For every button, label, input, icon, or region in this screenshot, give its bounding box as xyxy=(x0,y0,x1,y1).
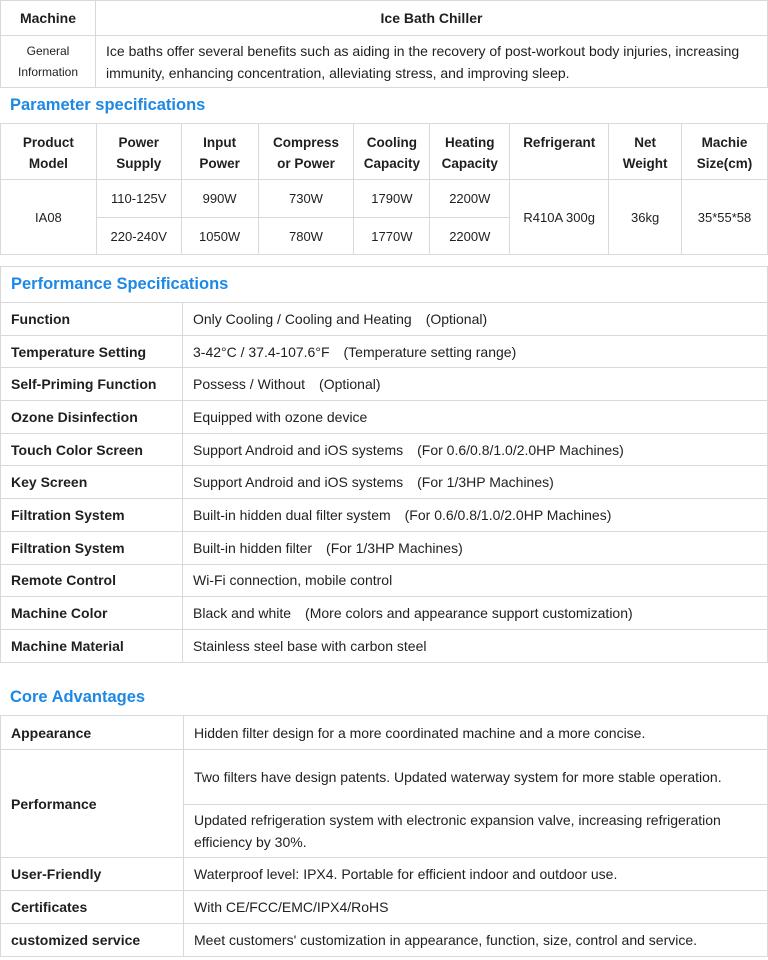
machine-table xyxy=(0,0,768,88)
header-product-model xyxy=(1,124,97,180)
performance-row xyxy=(1,629,768,662)
performance-row xyxy=(1,597,768,630)
performance-value: Possess / Without (Optional) xyxy=(183,368,768,401)
performance-value: Built-in hidden dual filter system (For 0.6/0.8/1.0/2.0HP Machines) xyxy=(183,499,768,532)
header-text: Capacity xyxy=(441,156,498,171)
header-text: Refrigerant xyxy=(523,135,596,150)
performance-value: Support Android and iOS systems (For 0.6/0.8/1.0/2.0HP Machines) xyxy=(183,433,768,466)
compressor-power-cell: 780W xyxy=(258,218,354,255)
header-text: Machie xyxy=(701,135,748,150)
header-text: Supply xyxy=(116,156,162,171)
performance-table xyxy=(0,302,768,663)
performance-row xyxy=(1,433,768,466)
parameter-specifications-title: Parameter specifications xyxy=(10,96,206,114)
net-weight-cell: 36kg xyxy=(609,180,682,255)
machine-title: Ice Bath Chiller xyxy=(96,1,768,36)
core-key-appearance: Appearance xyxy=(1,716,184,750)
power-supply-cell: 110-125V xyxy=(96,180,181,218)
core-advantages-title: Core Advantages xyxy=(10,688,146,706)
parameter-header-row xyxy=(1,124,768,180)
machine-header-row xyxy=(1,1,768,36)
general-info-line-2: Information xyxy=(17,64,79,79)
core-row xyxy=(1,924,768,957)
performance-value: Stainless steel base with carbon steel xyxy=(183,629,768,662)
core-row xyxy=(1,750,768,805)
performance-row xyxy=(1,499,768,532)
core-value-user-friendly: Waterproof level: IPX4. Portable for efficient indoor and outdoor use. xyxy=(184,858,768,891)
core-key-performance: Performance xyxy=(1,750,184,858)
performance-key: Machine Color xyxy=(1,597,183,630)
performance-key: Self-Priming Function xyxy=(1,368,183,401)
header-text: or Power xyxy=(277,156,335,171)
heating-capacity-cell: 2200W xyxy=(430,180,510,218)
performance-key: Temperature Setting xyxy=(1,335,183,368)
performance-key: Filtration System xyxy=(1,531,183,564)
header-text: Model xyxy=(28,156,68,171)
general-info-line-1: General xyxy=(26,43,70,58)
refrigerant-cell: R410A 300g xyxy=(510,180,609,255)
performance-row xyxy=(1,531,768,564)
performance-key: Function xyxy=(1,303,183,336)
machine-label: Machine xyxy=(1,1,96,36)
product-model-cell: IA08 xyxy=(1,180,97,255)
header-text: Heating xyxy=(445,135,495,150)
core-value-appearance: Hidden filter design for a more coordinated machine and a more concise. xyxy=(184,716,768,750)
header-net-weight xyxy=(609,124,682,180)
header-text: Size(cm) xyxy=(696,156,753,171)
header-power-supply xyxy=(96,124,181,180)
core-key-customized-service: customized service xyxy=(1,924,184,957)
header-text: Compress xyxy=(272,135,339,150)
performance-value: 3-42°C / 37.4-107.6°F (Temperature setting range) xyxy=(183,335,768,368)
performance-key: Key Screen xyxy=(1,466,183,499)
performance-row xyxy=(1,335,768,368)
header-compressor-power xyxy=(258,124,354,180)
heating-capacity-cell: 2200W xyxy=(430,218,510,255)
performance-specifications-title: Performance Specifications xyxy=(0,266,768,302)
parameter-table xyxy=(0,123,768,255)
header-text: Capacity xyxy=(363,156,421,171)
header-text: Power xyxy=(118,135,159,150)
performance-row xyxy=(1,466,768,499)
general-info-description: Ice baths offer several benefits such as aiding in the recovery of post-workout body injuries, increasing immunity, enhancing concentration, alleviating stress, and improving sleep. xyxy=(96,36,768,88)
header-text: Product xyxy=(22,135,74,150)
header-text: Cooling xyxy=(366,135,417,150)
input-power-cell: 990W xyxy=(181,180,258,218)
header-text: Power xyxy=(199,156,240,171)
core-key-certificates: Certificates xyxy=(1,891,184,924)
header-text: Weight xyxy=(622,156,668,171)
core-value-certificates: With CE/FCC/EMC/IPX4/RoHS xyxy=(184,891,768,924)
core-value-customized-service: Meet customers' customization in appearance, function, size, control and service. xyxy=(184,924,768,957)
power-supply-cell: 220-240V xyxy=(96,218,181,255)
performance-value: Wi-Fi connection, mobile control xyxy=(183,564,768,597)
core-value-performance-1: Two filters have design patents. Updated waterway system for more stable operation. xyxy=(184,750,768,805)
core-row xyxy=(1,716,768,750)
core-advantages-table xyxy=(0,715,768,957)
header-text: Net xyxy=(634,135,656,150)
performance-key: Machine Material xyxy=(1,629,183,662)
cooling-capacity-cell: 1770W xyxy=(354,218,430,255)
general-info-label xyxy=(1,36,96,88)
input-power-cell: 1050W xyxy=(181,218,258,255)
header-cooling-capacity xyxy=(354,124,430,180)
performance-value: Support Android and iOS systems (For 1/3HP Machines) xyxy=(183,466,768,499)
machine-size-cell: 35*55*58 xyxy=(682,180,768,255)
header-heating-capacity xyxy=(430,124,510,180)
compressor-power-cell: 730W xyxy=(258,180,354,218)
header-text: Input xyxy=(203,135,237,150)
performance-key: Remote Control xyxy=(1,564,183,597)
performance-row xyxy=(1,564,768,597)
performance-key: Filtration System xyxy=(1,499,183,532)
performance-value: Black and white (More colors and appearance support customization) xyxy=(183,597,768,630)
performance-row xyxy=(1,401,768,434)
performance-row xyxy=(1,303,768,336)
header-refrigerant xyxy=(510,124,609,180)
core-row xyxy=(1,891,768,924)
core-row xyxy=(1,858,768,891)
performance-value: Built-in hidden filter (For 1/3HP Machines) xyxy=(183,531,768,564)
core-value-performance-2: Updated refrigeration system with electronic expansion valve, increasing refrigeration efficiency by 30%. xyxy=(184,805,768,858)
performance-key: Ozone Disinfection xyxy=(1,401,183,434)
performance-value: Equipped with ozone device xyxy=(183,401,768,434)
performance-key: Touch Color Screen xyxy=(1,433,183,466)
cooling-capacity-cell: 1790W xyxy=(354,180,430,218)
performance-value: Only Cooling / Cooling and Heating (Optional) xyxy=(183,303,768,336)
performance-row xyxy=(1,368,768,401)
parameter-row xyxy=(1,180,768,218)
general-info-row xyxy=(1,36,768,88)
header-input-power xyxy=(181,124,258,180)
header-machine-size xyxy=(682,124,768,180)
core-key-user-friendly: User-Friendly xyxy=(1,858,184,891)
